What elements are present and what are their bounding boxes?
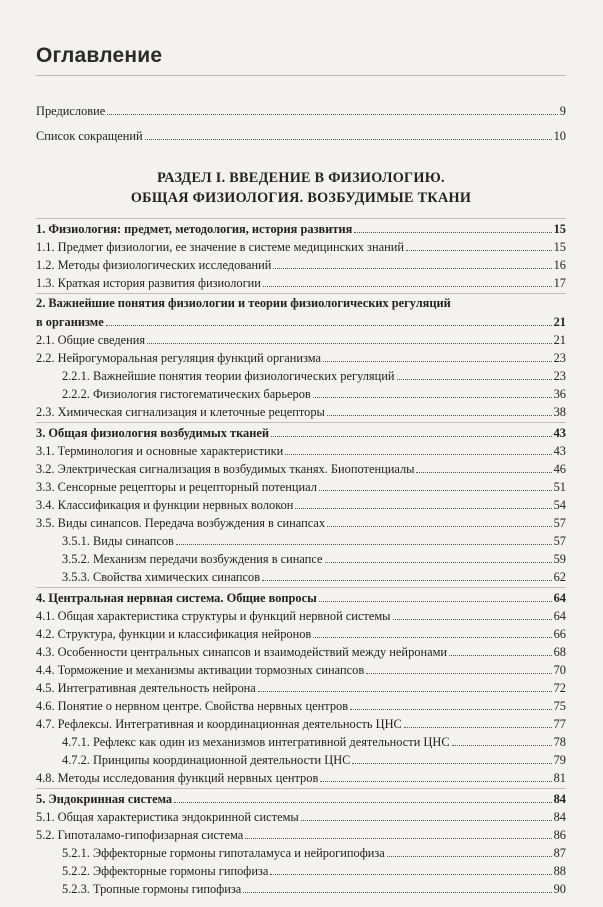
entry-page: 70 bbox=[553, 663, 566, 677]
entry-page: 21 bbox=[553, 333, 566, 347]
leader-dots bbox=[397, 379, 552, 380]
part-heading bbox=[36, 168, 566, 208]
entry-page: 75 bbox=[553, 699, 566, 713]
toc-subitem[interactable] bbox=[36, 843, 566, 861]
leader-dots bbox=[271, 436, 552, 437]
toc-item[interactable] bbox=[36, 606, 566, 624]
section-page: 15 bbox=[553, 222, 566, 236]
leader-dots bbox=[393, 619, 552, 620]
entry-page: 43 bbox=[553, 444, 566, 458]
entry-page: 88 bbox=[553, 864, 566, 878]
leader-dots bbox=[327, 415, 552, 416]
toc-section-3[interactable] bbox=[36, 423, 566, 441]
leader-dots bbox=[416, 472, 551, 473]
entry-page: 38 bbox=[553, 405, 566, 419]
toc-item[interactable] bbox=[36, 348, 566, 366]
entry-page: 78 bbox=[553, 735, 566, 749]
leader-dots bbox=[366, 673, 551, 674]
entry-page: 9 bbox=[559, 104, 566, 118]
entry-title: 5.2.3. Тропные гормоны гипофиза bbox=[62, 882, 242, 896]
entry-title: Список сокращений bbox=[36, 129, 143, 143]
leader-dots bbox=[449, 655, 552, 656]
entry-title: 1.2. Методы физиологических исследований bbox=[36, 258, 272, 272]
entry-page: 16 bbox=[553, 258, 566, 272]
section-title: 3. Общая физиология возбудимых тканей bbox=[36, 426, 270, 440]
leader-dots bbox=[147, 343, 552, 344]
entry-page: 36 bbox=[553, 387, 566, 401]
entry-title: 4.8. Методы исследования функций нервных центров bbox=[36, 771, 319, 785]
section-page: 84 bbox=[553, 792, 566, 806]
entry-title: 4.5. Интегративная деятельность нейрона bbox=[36, 681, 256, 695]
toc-subitem[interactable] bbox=[36, 549, 566, 567]
entry-page: 54 bbox=[553, 498, 566, 512]
entry-page: 59 bbox=[553, 552, 566, 566]
toc-item[interactable] bbox=[36, 255, 566, 273]
section-title: 4. Центральная нервная система. Общие вопросы bbox=[36, 591, 317, 605]
leader-dots bbox=[325, 562, 552, 563]
entry-title: 5.2. Гипоталамо-гипофизарная система bbox=[36, 828, 244, 842]
entry-title: 2.3. Химическая сигнализация и клеточные рецепторы bbox=[36, 405, 325, 419]
leader-dots bbox=[323, 361, 552, 362]
leader-dots bbox=[354, 232, 551, 233]
toc-item[interactable] bbox=[36, 477, 566, 495]
entry-title: 3.5.3. Свойства химических синапсов bbox=[62, 570, 261, 584]
leader-dots bbox=[295, 508, 551, 509]
entry-page: 86 bbox=[553, 828, 566, 842]
toc-item[interactable] bbox=[36, 714, 566, 732]
leader-dots bbox=[320, 781, 551, 782]
leader-dots bbox=[406, 250, 552, 251]
entry-title: 4.3. Особенности центральных синапсов и взаимодействий между нейронами bbox=[36, 645, 448, 659]
entry-title: 2.2.2. Физиология гистогематических барьеров bbox=[62, 387, 311, 401]
leader-dots bbox=[262, 580, 552, 581]
section-title-line2 bbox=[36, 312, 566, 330]
toc-entry-abbreviations[interactable] bbox=[36, 126, 566, 144]
toc-subitem[interactable] bbox=[36, 567, 566, 585]
entry-title: 5.2.2. Эффекторные гормоны гипофиза bbox=[62, 864, 269, 878]
leader-dots bbox=[174, 802, 551, 803]
toc-item[interactable] bbox=[36, 459, 566, 477]
toc-item[interactable] bbox=[36, 678, 566, 696]
toc-item[interactable] bbox=[36, 696, 566, 714]
title-rule bbox=[36, 75, 566, 76]
entry-title: 4.2. Структура, функции и классификация нейронов bbox=[36, 627, 312, 641]
toc-item[interactable] bbox=[36, 624, 566, 642]
section-title-line1: 2. Важнейшие понятия физиологии и теории физиологических регуляций bbox=[36, 296, 451, 310]
leader-dots bbox=[319, 601, 552, 602]
entry-title: 2.2. Нейрогуморальная регуляция функций организма bbox=[36, 351, 322, 365]
leader-dots bbox=[313, 637, 551, 638]
leader-dots bbox=[176, 544, 552, 545]
leader-dots bbox=[404, 727, 552, 728]
entry-page: 17 bbox=[553, 276, 566, 290]
toc-item[interactable] bbox=[36, 642, 566, 660]
entry-page: 84 bbox=[553, 810, 566, 824]
leader-dots bbox=[243, 892, 551, 893]
leader-dots bbox=[258, 691, 552, 692]
entry-title: 3.5.1. Виды синапсов bbox=[62, 534, 174, 548]
leader-dots bbox=[352, 763, 551, 764]
entry-page: 81 bbox=[553, 771, 566, 785]
part-heading-line2: ОБЩАЯ ФИЗИОЛОГИЯ. ВОЗБУДИМЫЕ ТКАНИ bbox=[130, 190, 472, 206]
toc-item[interactable] bbox=[36, 330, 566, 348]
toc-subitem[interactable] bbox=[36, 366, 566, 384]
toc-subitem[interactable] bbox=[36, 861, 566, 879]
part-heading-line1: РАЗДЕЛ I. ВВЕДЕНИЕ В ФИЗИОЛОГИЮ. bbox=[157, 170, 445, 186]
leader-dots bbox=[245, 838, 551, 839]
entry-page: 90 bbox=[553, 882, 566, 896]
toc-item[interactable] bbox=[36, 513, 566, 531]
toc-subitem[interactable] bbox=[36, 750, 566, 768]
toc-item[interactable] bbox=[36, 237, 566, 255]
leader-dots bbox=[106, 325, 552, 326]
entry-title: 5.2.1. Эффекторные гормоны гипоталамуса и нейрогипофиза bbox=[62, 846, 385, 860]
leader-dots bbox=[319, 490, 552, 491]
leader-dots bbox=[273, 268, 551, 269]
leader-dots bbox=[350, 709, 552, 710]
entry-title: 4.7.1. Рефлекс как один из механизмов интегративной деятельности ЦНС bbox=[62, 735, 450, 749]
entry-page: 57 bbox=[553, 516, 566, 530]
entry-title: 1.1. Предмет физиологии, ее значение в системе медицинских знаний bbox=[36, 240, 404, 254]
page-title: Оглавление bbox=[36, 44, 163, 67]
entry-page: 10 bbox=[553, 129, 566, 143]
front-matter bbox=[36, 101, 566, 144]
entry-title: 4.6. Понятие о нервном центре. Свойства нервных центров bbox=[36, 699, 349, 713]
toc-subitem[interactable] bbox=[36, 531, 566, 549]
entry-title: 4.4. Торможение и механизмы активации тормозных синапсов bbox=[36, 663, 365, 677]
entry-title: 3.4. Классификация и функции нервных волокон bbox=[36, 498, 294, 512]
entry-page: 87 bbox=[553, 846, 566, 860]
section-title: в организме bbox=[36, 315, 104, 329]
leader-dots bbox=[387, 856, 552, 857]
entry-page: 72 bbox=[553, 681, 566, 695]
toc-main bbox=[36, 216, 566, 897]
leader-dots bbox=[301, 820, 552, 821]
leader-dots bbox=[263, 286, 552, 287]
entry-title: 3.2. Электрическая сигнализация в возбудимых тканях. Биопотенциалы bbox=[36, 462, 415, 476]
entry-page: 23 bbox=[553, 351, 566, 365]
entry-page: 64 bbox=[553, 609, 566, 623]
leader-dots bbox=[285, 454, 551, 455]
toc-item[interactable] bbox=[36, 768, 566, 786]
entry-page: 68 bbox=[553, 645, 566, 659]
leader-dots bbox=[145, 139, 552, 140]
leader-dots bbox=[452, 745, 552, 746]
toc-subitem[interactable] bbox=[36, 879, 566, 897]
toc-subitem[interactable] bbox=[36, 732, 566, 750]
toc-entry-preface[interactable] bbox=[36, 101, 566, 119]
entry-page: 57 bbox=[553, 534, 566, 548]
toc-section-2[interactable] bbox=[36, 294, 566, 330]
entry-title: 2.2.1. Важнейшие понятия теории физиологических регуляций bbox=[62, 369, 395, 383]
section-title: 5. Эндокринная система bbox=[36, 792, 173, 806]
entry-title: Предисловие bbox=[36, 104, 106, 118]
entry-page: 79 bbox=[553, 753, 566, 767]
toc-item[interactable] bbox=[36, 660, 566, 678]
entry-title: 5.1. Общая характеристика эндокринной системы bbox=[36, 810, 299, 824]
leader-dots bbox=[107, 114, 558, 115]
entry-title: 3.1. Терминология и основные характеристики bbox=[36, 444, 284, 458]
entry-page: 51 bbox=[553, 480, 566, 494]
entry-page: 46 bbox=[553, 462, 566, 476]
entry-title: 1.3. Краткая история развития физиологии bbox=[36, 276, 261, 290]
entry-title: 4.7. Рефлексы. Интегративная и координационная деятельность ЦНС bbox=[36, 717, 402, 731]
toc-section-1[interactable] bbox=[36, 219, 566, 237]
toc-item[interactable] bbox=[36, 825, 566, 843]
entry-page: 66 bbox=[553, 627, 566, 641]
toc-section-4[interactable] bbox=[36, 588, 566, 606]
entry-title: 4.1. Общая характеристика структуры и функций нервной системы bbox=[36, 609, 391, 623]
toc-item[interactable] bbox=[36, 807, 566, 825]
toc-item[interactable] bbox=[36, 273, 566, 291]
entry-page: 77 bbox=[553, 717, 566, 731]
section-page: 21 bbox=[553, 315, 566, 329]
leader-dots bbox=[270, 874, 551, 875]
entry-page: 62 bbox=[553, 570, 566, 584]
leader-dots bbox=[313, 397, 552, 398]
entry-title: 3.5.2. Механизм передачи возбуждения в синапсе bbox=[62, 552, 323, 566]
section-page: 43 bbox=[553, 426, 566, 440]
toc-item[interactable] bbox=[36, 495, 566, 513]
toc-item[interactable] bbox=[36, 441, 566, 459]
toc-subitem[interactable] bbox=[36, 384, 566, 402]
toc-item[interactable] bbox=[36, 402, 566, 420]
section-page: 64 bbox=[553, 591, 566, 605]
entry-title: 3.5. Виды синапсов. Передача возбуждения в синапсах bbox=[36, 516, 326, 530]
leader-dots bbox=[327, 526, 552, 527]
section-title: 1. Физиология: предмет, методология, история развития bbox=[36, 222, 353, 236]
entry-title: 4.7.2. Принципы координационной деятельности ЦНС bbox=[62, 753, 351, 767]
toc-section-5[interactable] bbox=[36, 789, 566, 807]
entry-title: 3.3. Сенсорные рецепторы и рецепторный потенциал bbox=[36, 480, 317, 494]
entry-page: 15 bbox=[553, 240, 566, 254]
entry-page: 23 bbox=[553, 369, 566, 383]
entry-title: 2.1. Общие сведения bbox=[36, 333, 146, 347]
